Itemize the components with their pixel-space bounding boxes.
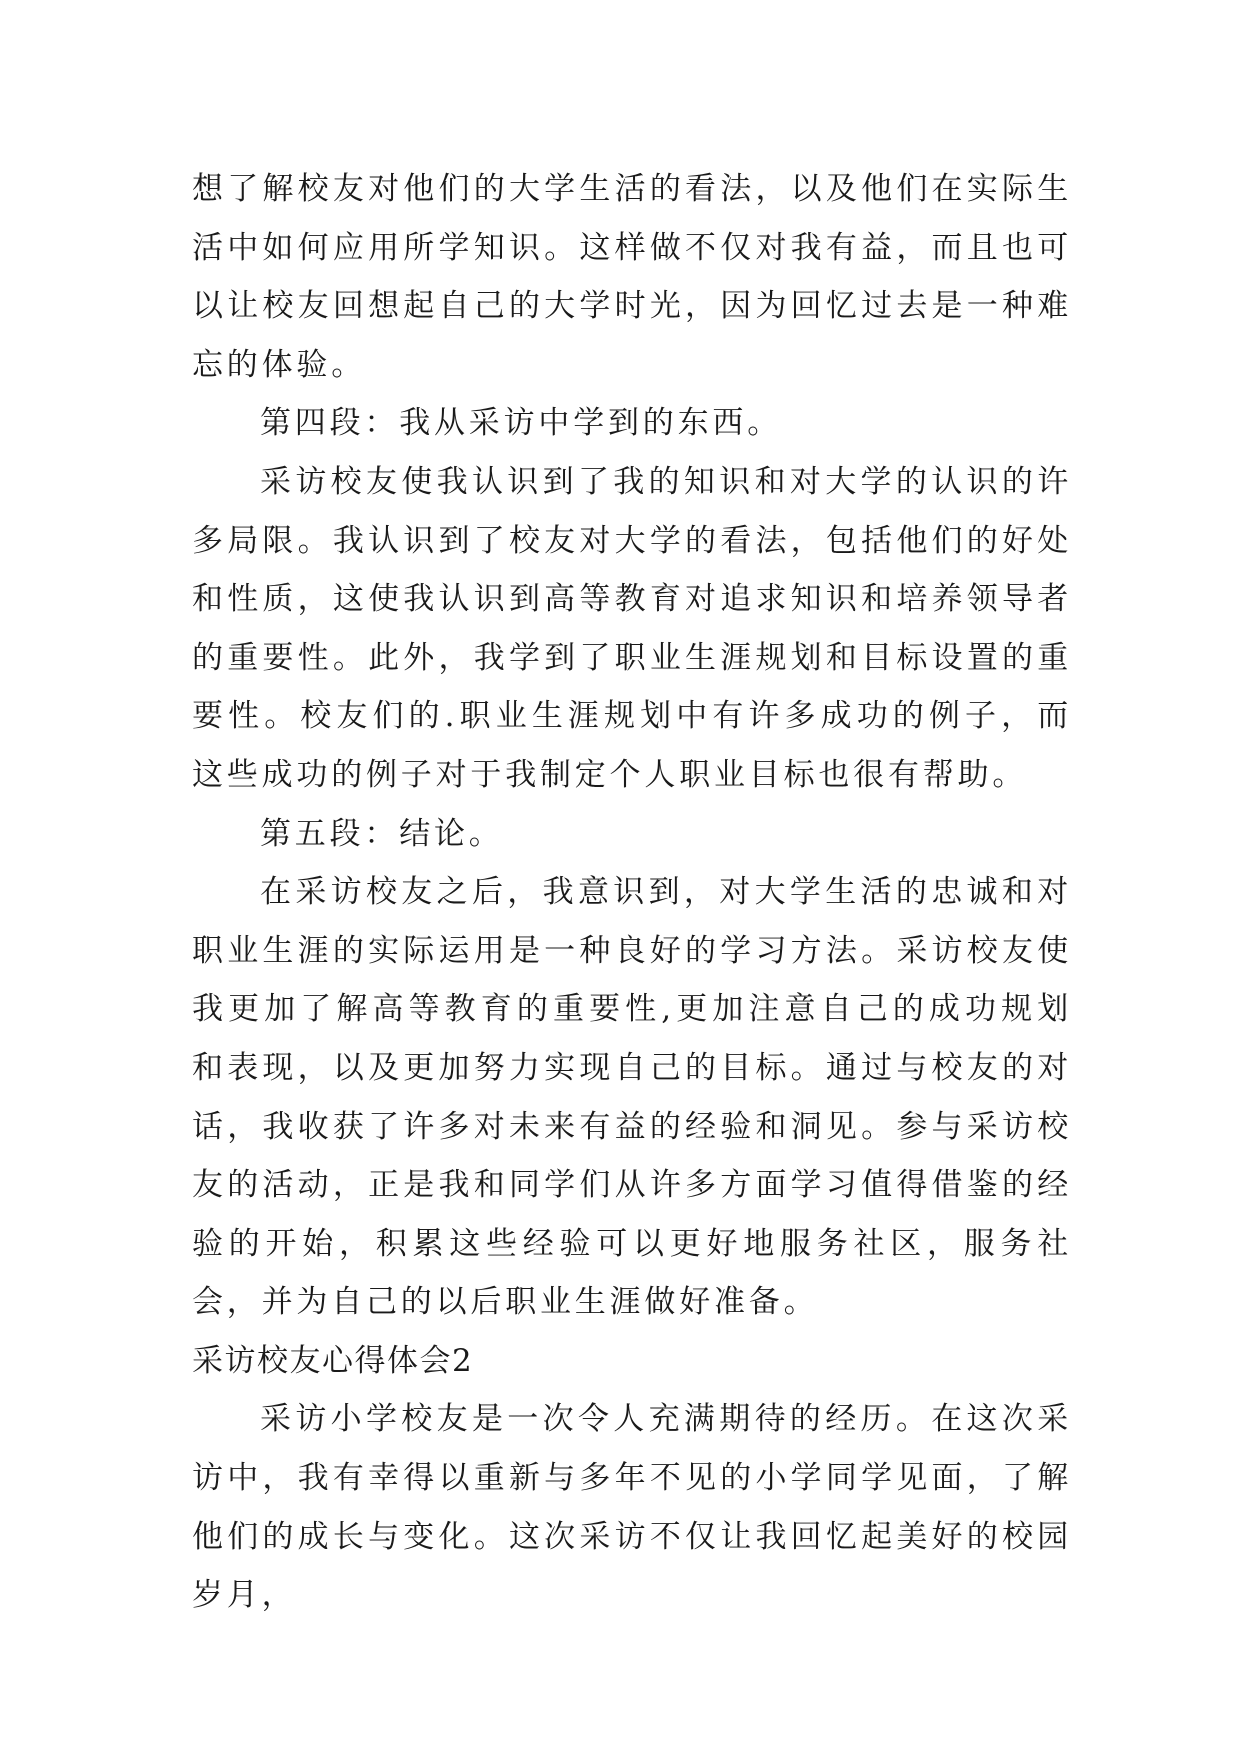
- paragraph-continuation: 想了解校友对他们的大学生活的看法，以及他们在实际生活中如何应用所学知识。这样做不仅对我有益，而且也可以让校友回想起自己的大学时光，因为回忆过去是一种难忘的体验。: [192, 171, 1072, 383]
- paragraph-lessons: 采访校友使我认识到了我的知识和对大学的认识的许多局限。我认识到了校友对大学的看法，包括他们的好处和性质，这使我认识到高等教育对追求知识和培养领导者的重要性。此外，我学到了职业生涯规划和目标设置的重要性。校友们的.职业生涯规划中有许多成功的例子，而这些成功的例子对于我制定个人职业目标也很有帮助。: [192, 463, 1072, 793]
- paragraph-conclusion: 在采访校友之后，我意识到，对大学生活的忠诚和对职业生涯的实际运用是一种良好的学习方法。采访校友使我更加了解高等教育的重要性,更加注意自己的成功规划和表现，以及更加努力实现自己的目标。通过与校友的对话，我收获了许多对未来有益的经验和洞见。参与采访校友的活动，正是我和同学们从许多方面学习值得借鉴的经验的开始，积累这些经验可以更好地服务社区，服务社会，并为自己的以后职业生涯做好准备。: [192, 874, 1072, 1321]
- section-four-heading: 第四段：我从采访中学到的东西。: [260, 405, 782, 442]
- document-body: [192, 160, 1072, 1625]
- section-five-heading: 第五段：结论。: [260, 815, 504, 852]
- paragraph-essay-two-intro: 采访小学校友是一次令人充满期待的经历。在这次采访中，我有幸得以重新与多年不见的小学同学见面，了解他们的成长与变化。这次采访不仅让我回忆起美好的校园岁月，: [192, 1401, 1072, 1614]
- essay-title: 采访校友心得体会2: [192, 1342, 474, 1379]
